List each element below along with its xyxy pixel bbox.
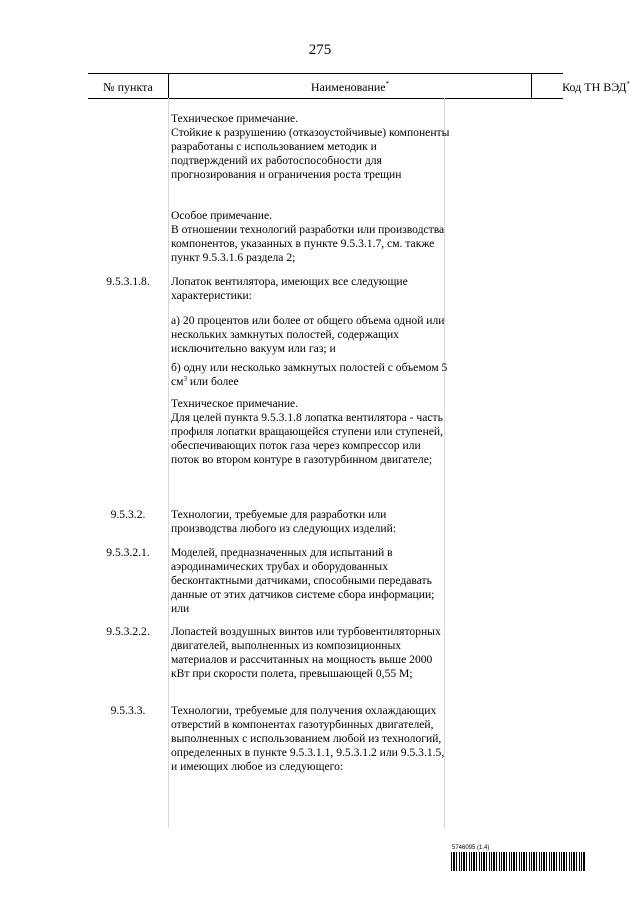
row-notes-9-5-3-1-7 <box>171 112 451 182</box>
special-note: Особое примечание. В отношении технологий разработки или производства компонентов, указанных в пункте 9.5.3.1.7, см. также пункт 9.5.3.1.6 раздела 2; <box>171 209 445 264</box>
barcode <box>451 852 585 871</box>
item-number-9-5-3-2: 9.5.3.2. <box>110 508 146 521</box>
item-text-cooling-holes: Технологии, требуемые для получения охлаждающих отверстий в компонентах газотурбинных двигателей, выполненных с использованием любой из технологий, определенных в пункте 9.5.3.1.1, 9.5.3.1.2 или 9.5.3.1.5, и имеющих любое из следующего: <box>171 704 445 773</box>
document-code: 5746095 (1.4) <box>452 845 490 851</box>
item-text-9-5-3-1-8-a <box>171 314 451 356</box>
subitem-b <box>171 361 451 389</box>
item-number-9-5-3-2-2: 9.5.3.2.2. <box>106 625 150 638</box>
item-number-9-5-3-3: 9.5.3.3. <box>110 704 146 717</box>
row-notes-special <box>171 209 451 265</box>
table-header <box>88 73 630 99</box>
header-name-column <box>168 74 532 98</box>
item-text-9-5-3-1-8-b <box>171 361 451 389</box>
page-number: 275 <box>308 42 332 58</box>
header-code-footnote-mark: * <box>626 80 630 88</box>
subitem-b-text: б) одну или несколько замкнутых полостей с объемом 5 см <box>171 361 448 388</box>
item-number-9-5-3-1-8: 9.5.3.1.8. <box>106 275 150 288</box>
header-number-column: № пункта <box>103 80 153 94</box>
item-text-9-5-3-3 <box>171 704 451 774</box>
item-note-9-5-3-1-8 <box>171 397 451 467</box>
header-name-footnote-mark: * <box>385 80 390 88</box>
header-code-column <box>531 74 640 98</box>
subitem-b-tail: или более <box>186 374 239 388</box>
header-name-label: Наименование <box>310 80 386 94</box>
subitem-a: а) 20 процентов или более от общего объема одной или нескольких замкнутых полостей, содержащих исключительно вакуум или газ; и <box>171 314 445 355</box>
item-text-9-5-3-2 <box>171 508 451 536</box>
technical-note-fan-blade: Техническое примечание. Для целей пункта 9.5.3.1.8 лопатка вентилятора - часть профиля лопатки вращающейся ступени или ступеней, обеспечивающих поток газа через компрессор или поток во втором контуре в газотурбинном двигателе; <box>171 397 444 466</box>
column-divider-name <box>168 98 169 828</box>
item-text-technologies-development: Технологии, требуемые для разработки или производства любого из следующих изделий: <box>171 508 397 535</box>
item-text-9-5-3-1-8 <box>171 275 451 303</box>
item-text-propeller-blades: Лопастей воздушных винтов или турбовентиляторных двигателей, выполненных из композиционных материалов и рассчитанных на мощность выше 2000 кВт при скорости полета, превышающей 0,55 М; <box>171 625 441 680</box>
item-number-9-5-3-2-1: 9.5.3.2.1. <box>106 546 150 559</box>
item-text-fan-blades: Лопаток вентилятора, имеющих все следующие характеристики: <box>171 275 408 302</box>
item-text-9-5-3-2-2 <box>171 625 451 681</box>
superscript-3: 3 <box>183 374 187 383</box>
item-text-wind-tunnel-models: Моделей, предназначенных для испытаний в аэродинамических трубах и оборудованных бесконтактными датчиками, способными передавать данные от этих датчиков системе сбора информации; или <box>171 546 435 615</box>
header-code-label: Код ТН ВЭД <box>562 80 627 94</box>
technical-note-fault-tolerant: Техническое примечание. Стойкие к разрушению (отказоустойчивые) компоненты разработаны с использованием методик и подтверждений их работоспособности для прогнозирования и ограничения роста трещин <box>171 112 450 181</box>
item-text-9-5-3-2-1 <box>171 546 451 616</box>
